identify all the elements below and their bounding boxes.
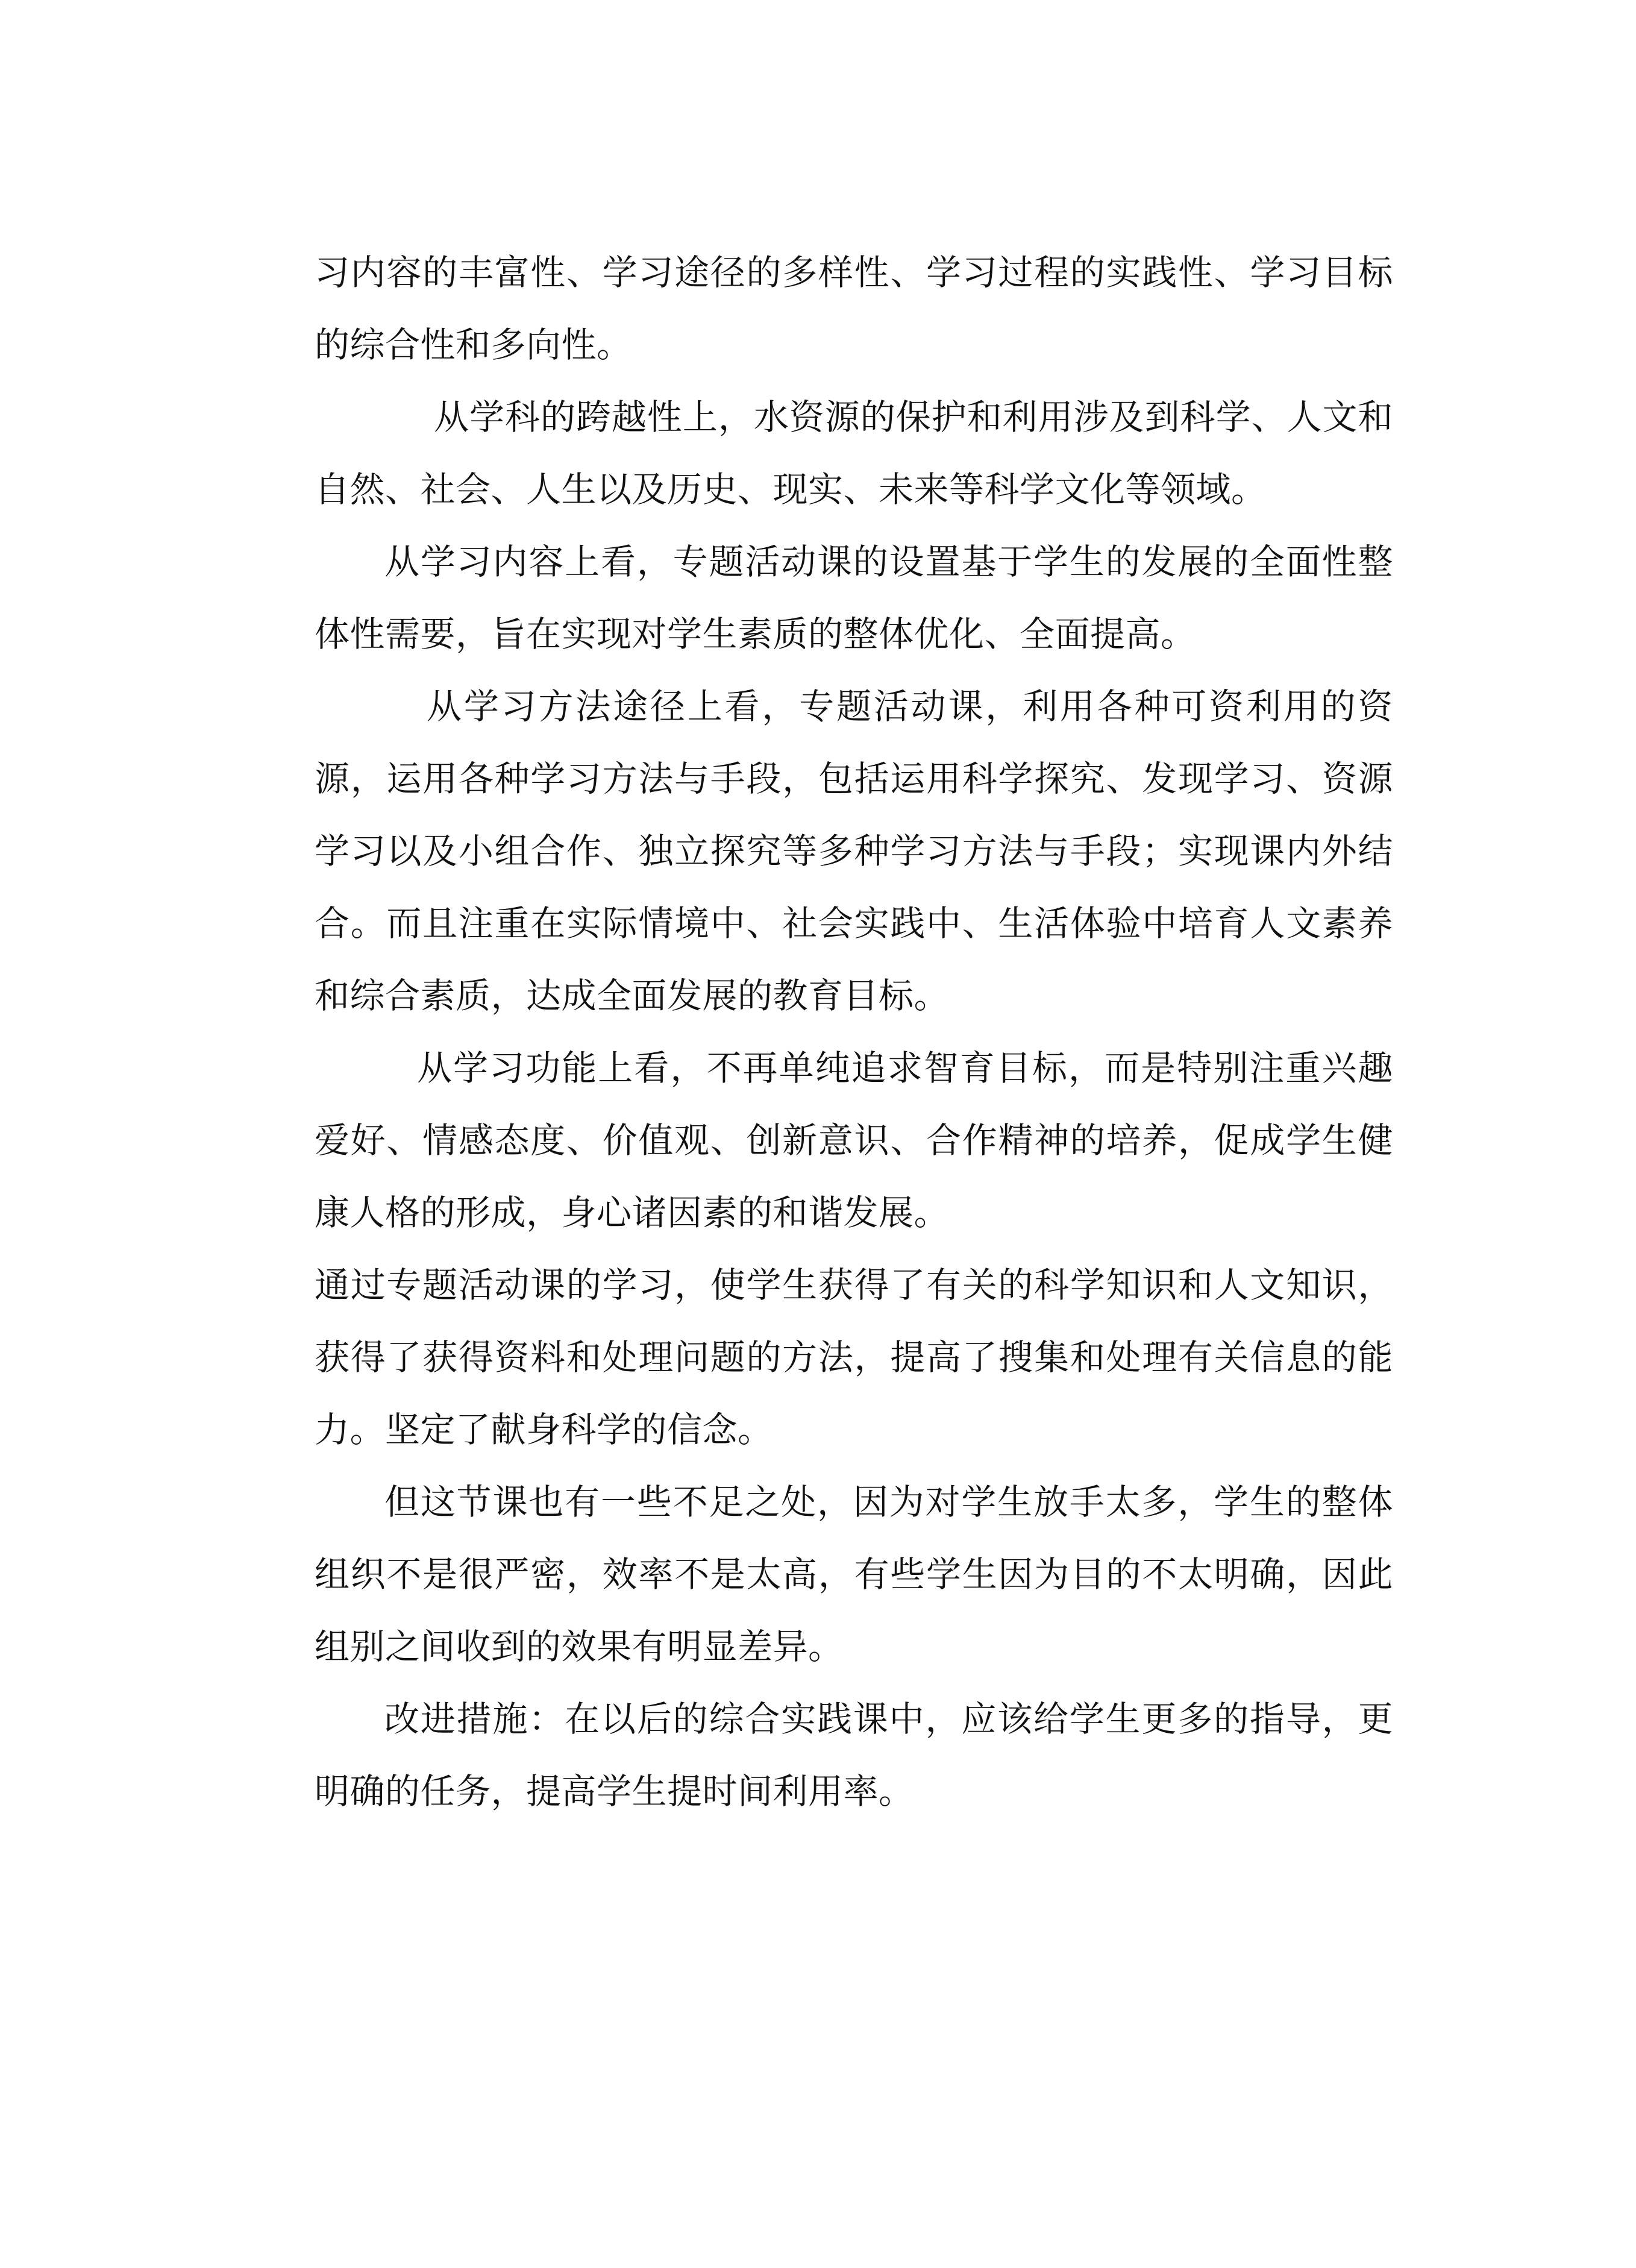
paragraph-2: 从学科的跨越性上，水资源的保护和利用涉及到科学、人文和自然、社会、人生以及历史、现实、未来等科学文化等领域。	[315, 397, 1393, 510]
paragraph-3: 从学习内容上看，专题活动课的设置基于学生的发展的全面性整体性需要，旨在实现对学生素质的整体优化、全面提高。	[315, 541, 1393, 655]
paragraph-8: 改进措施：在以后的综合实践课中，应该给学生更多的指导，更明确的任务，提高学生提时间利用率。	[315, 1698, 1393, 1812]
paragraph-6: 通过专题活动课的学习，使学生获得了有关的科学知识和人文知识，获得了获得资料和处理问题的方法，提高了搜集和处理有关信息的能力。坚定了献身科学的信念。	[315, 1264, 1393, 1450]
paragraph-4: 从学习方法途径上看，专题活动课，利用各种可资利用的资源，运用各种学习方法与手段，包括运用科学探究、发现学习、资源学习以及小组合作、独立探究等多种学习方法与手段；实现课内外结合。而且注重在实际情境中、社会实践中、生活体验中培育人文素养和综合素质，达成全面发展的教育目标。	[315, 686, 1393, 1016]
paragraph-7: 但这节课也有一些不足之处，因为对学生放手太多，学生的整体组织不是很严密，效率不是太高，有些学生因为目的不太明确，因此组别之间收到的效果有明显差异。	[315, 1481, 1393, 1667]
document-body	[315, 236, 1393, 1827]
paragraph-1: 习内容的丰富性、学习途径的多样性、学习过程的实践性、学习目标的综合性和多向性。	[315, 252, 1393, 365]
paragraph-5: 从学习功能上看，不再单纯追求智育目标，而是特别注重兴趣爱好、情感态度、价值观、创新意识、合作精神的培养，促成学生健康人格的形成，身心诸因素的和谐发展。	[315, 1048, 1393, 1233]
